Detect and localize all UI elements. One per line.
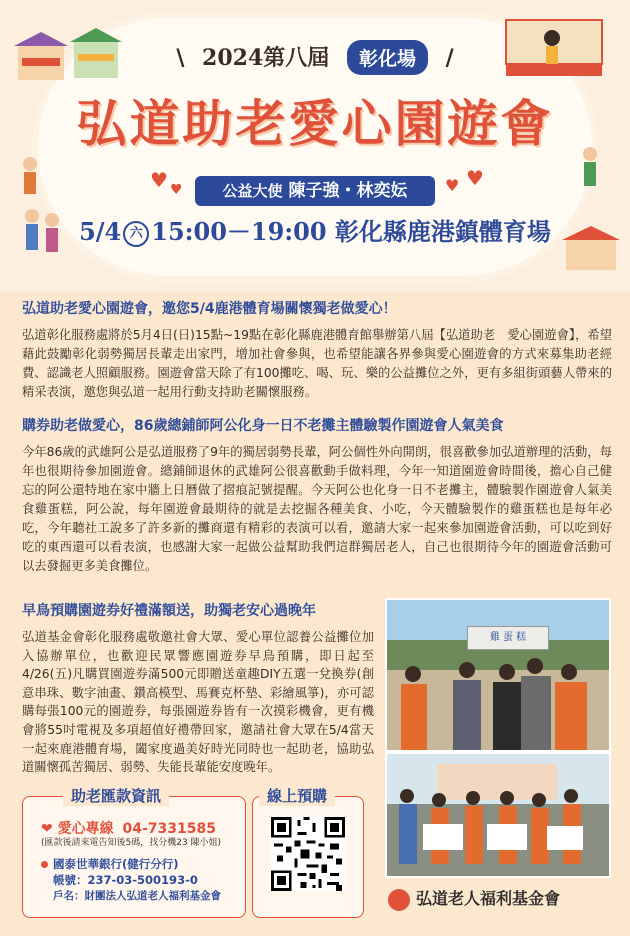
edition-year: 2024第八屆 [202,45,330,71]
online-title: 線上預購 [259,785,335,806]
photo-scene [387,600,609,750]
hotline-number[interactable]: 04-7331585 [122,821,216,837]
photo-scene [387,754,609,876]
bank-account: 帳號：237-03-500193-0 [53,873,198,887]
event-weekday: 六 [123,221,149,247]
section-body: 弘道彰化服務處將於5月4日(日)15點~19點在彰化縣鹿港體育館舉辦第八屆【弘道助老 愛心園遊會】，希望藉此鼓勵彰化弱勢獨居長輩走出家門，增加社會參與，也希望能讓各界參與愛心園遊會的方式來募集助老經費、認識老人照顧服務。園遊會當天除了有100攤吃、喝、玩、樂的公益攤位之外，更有多組街頭藝人帶來的精采表演，邀您與弘道一起用行動支持助老關懷服務。 [22,328,612,399]
section-body: 弘道基金會彰化服務處敬邀社會大眾、愛心單位認養公益攤位加入協辦單位，也歡迎民眾響應園遊券早鳥預購，即日起至4/26(五)凡購買園遊券滿500元即贈送童趣DIY五選一兌換券(創意串珠、數字油畫、鑽高模型、馬賽克杯墊、彩繪風箏)，亦可認購每張100元的園遊券，每張園遊券皆有一次摸彩機會，更有機會將55吋電視及多項超值好禮帶回家，邀請社會大眾在5/4當天一起來鹿港體育場，闔家度過美好時光同時也一起助老，協助弘道關懷孤苦獨居、弱勢、失能長輩能安度晚年。 [22,630,374,775]
section-early-bird [22,600,374,777]
slash-decoration: \ [176,45,185,71]
phone-icon: ❤ [41,821,53,837]
section-title: 購券助老做愛心，86歲總鋪師阿公化身一日不老攤主體驗製作園遊會人氣美食 [22,418,504,434]
heart-icon: ♥ [150,168,168,192]
stall-sign: 雞 蛋 糕 [467,626,549,650]
bullet-icon [41,861,48,868]
hotline-note: (匯款後請來電告知後5碼，找分機23 陳小姐) [41,838,222,848]
event-time-venue: 15:00－19:00 彰化縣鹿港鎮體育場 [151,217,551,246]
qr-code-icon [271,817,345,891]
organization-logo [388,886,560,911]
heart-icon: ♥ [445,176,460,195]
donation-info-box [22,787,246,918]
heart-icon: ♥ [466,166,484,190]
event-date: 5/4 [79,217,122,246]
header [0,0,630,292]
donation-title: 助老匯款資訊 [63,785,169,806]
organization-name: 弘道老人福利基金會 [416,889,561,908]
event-datetime [0,212,630,247]
section-intro [22,298,612,402]
ambassador-label: 公益大使 [222,182,283,200]
ambassador-banner [195,176,435,206]
section-title: 早鳥預購園遊券好禮滿額送，助獨老安心過晚年 [22,603,316,619]
bank-name: 國泰世華銀行(健行分行) [41,856,245,872]
heart-icon: ♥ [170,182,183,198]
main-title: 弘道助老愛心園遊會 [76,94,554,153]
slash-decoration: / [445,45,454,71]
venue-badge: 彰化場 [347,40,428,75]
section-body: 今年86歲的武雄阿公是弘道服務了9年的獨居弱勢長輩，阿公個性外向開朗，很喜歡參加弘道辦理的活動，每年也很期待參加園遊會。總鋪師退休的武雄阿公很喜歡動手做料理，今年一知道園遊會時間後，擔心自己健忘的阿公還特地在家中牆上日曆做了摺痕記號提醒。今天阿公也化身一日不老攤主，體驗製作園遊會人氣美食雞蛋糕，阿公說，每年園遊會最期待的就是去挖掘各種美食、小吃，今天體驗製作的雞蛋糕也是每年必吃，今年聽社工說多了許多新的攤商還有精彩的表演可以看，邀請大家一起來參加園遊會活動，可以吃到好吃的東西還可以看表演，也感謝大家一起做公益幫助我們這群獨居老人，自己也很期待今年的園遊會活動可以去發掘更多美食攤位。 [22,445,612,573]
online-preorder-box [252,787,364,918]
photo-group-vouchers [385,752,611,878]
edition-row [0,40,630,75]
photo-grandpa-stall [385,598,611,752]
bank-holder: 戶名：財團法人弘道老人福利基金會 [53,890,221,902]
heart-logo-icon [388,889,410,911]
qr-code[interactable] [271,817,345,891]
hotline-label: 愛心專線 [57,821,114,837]
ambassador-names: 陳子強・林奕妘 [288,181,408,201]
section-title: 弘道助老愛心園遊會，邀您5/4鹿港體育場關懷獨老做愛心！ [22,301,397,317]
hotline-row [41,821,245,837]
section-grandpa-story [22,415,612,576]
